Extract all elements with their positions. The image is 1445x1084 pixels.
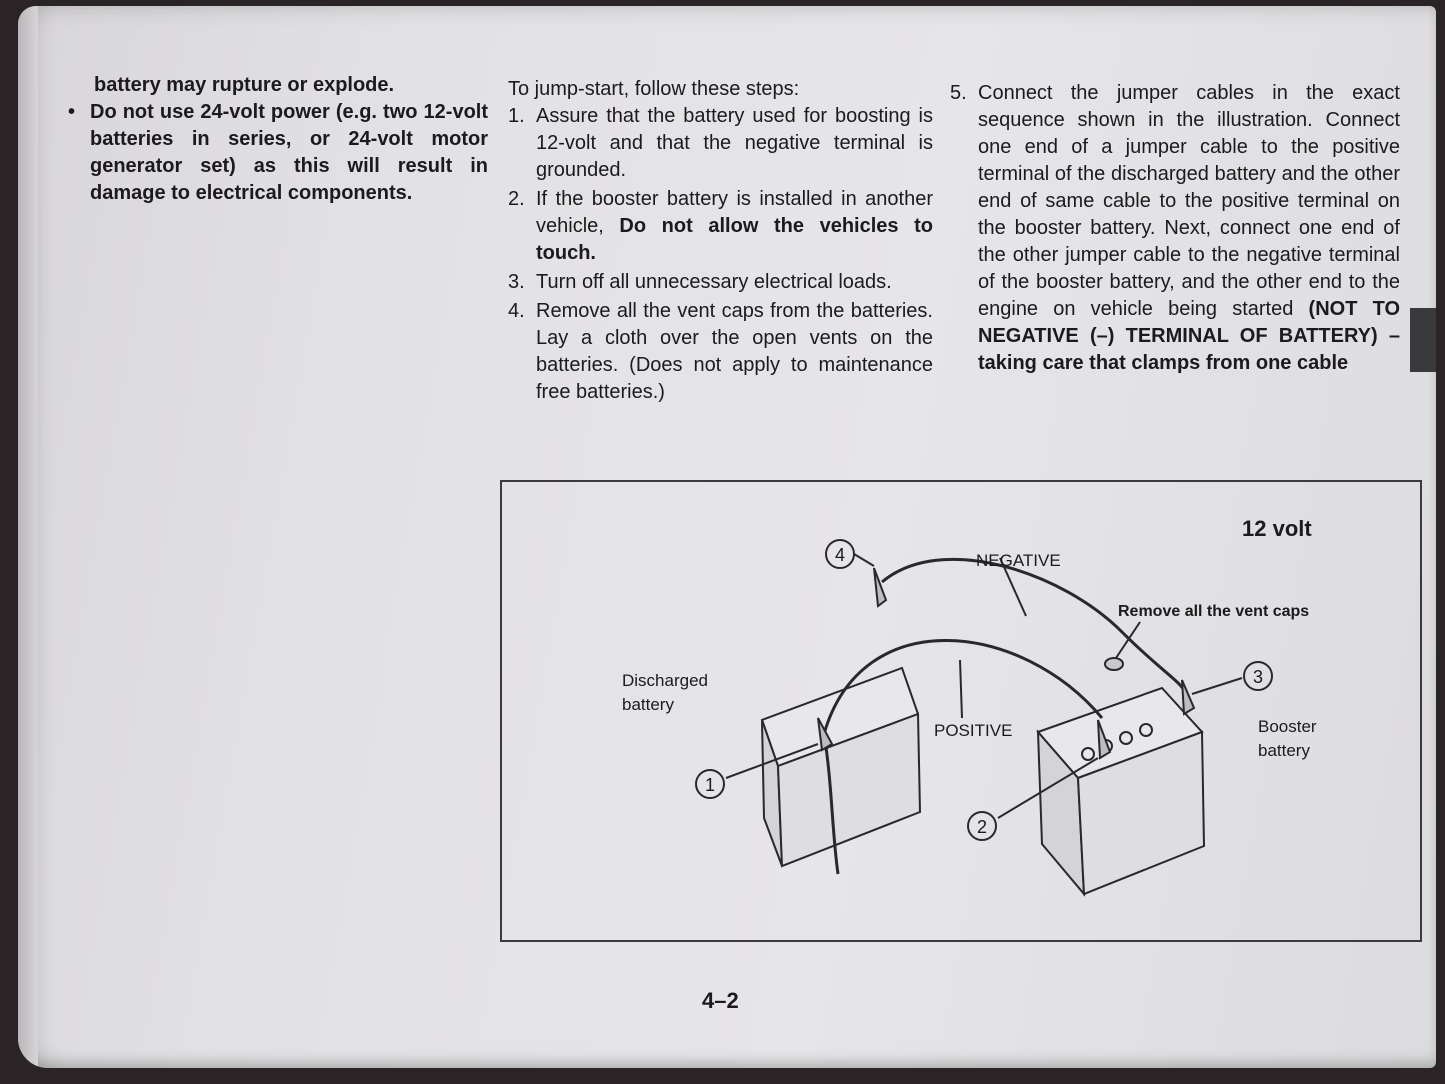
callout-3-leader [1192, 678, 1242, 694]
negative-label: NEGATIVE [976, 551, 1061, 570]
step-number: 3. [508, 271, 525, 293]
middle-column [508, 76, 933, 408]
step-1 [508, 103, 933, 184]
removed-vent-cap [1105, 658, 1123, 670]
step-number: 2. [508, 188, 525, 210]
steps-intro: To jump-start, follow these steps: [508, 78, 800, 100]
step-text [978, 80, 1400, 377]
discharged-label-2: battery [622, 695, 674, 714]
step-text: Turn off all unnecessary electrical loads. [536, 271, 892, 293]
step-2-warning: Do not allow the vehicles to touch. [536, 215, 933, 264]
positive-label: POSITIVE [934, 721, 1013, 740]
negative-cable [882, 559, 1186, 694]
step-text: Remove all the vent caps from the batteries. Lay a cloth over the open vents on the batteries. (Does not apply to maintenance free batteries.) [536, 300, 933, 403]
step-2 [508, 186, 933, 267]
bullet-text: Do not use 24-volt power (e.g. two 12-volt batteries in series, or 24-volt motor generator set) as this will result in damage to electrical components. [90, 101, 488, 204]
step-text [536, 186, 933, 267]
step-text: Assure that the battery used for boosting is 12-volt and that the negative terminal is grounded. [536, 105, 933, 181]
step-5-warning: (NOT TO NEGATIVE (–) TERMINAL OF BATTERY) – taking care that clamps from one cable [978, 298, 1400, 374]
clamp-3 [1182, 680, 1194, 714]
left-column [68, 72, 488, 207]
vent-caps-label: Remove all the vent caps [1118, 603, 1310, 620]
callout-4-leader [854, 554, 874, 566]
voltage-label: 12 volt [1242, 516, 1312, 541]
bullet-icon: • [68, 101, 76, 123]
step-number: 1. [508, 105, 525, 127]
step-number: 5. [950, 82, 967, 104]
step-4 [508, 298, 933, 406]
manual-page [18, 6, 1436, 1068]
right-column [950, 80, 1400, 379]
vent-caps-leader [1116, 622, 1140, 658]
bullet-item [68, 99, 488, 207]
positive-leader [960, 660, 962, 718]
callout-1-number: 1 [705, 775, 716, 795]
clamp-4 [874, 568, 886, 606]
step-5 [950, 80, 1400, 377]
section-tab-marker [1410, 308, 1436, 372]
diagram-svg [502, 482, 1424, 944]
step-2-text: If the booster battery is installed in another vehicle, [536, 188, 933, 237]
callout-3-number: 3 [1253, 667, 1264, 687]
page-number: 4–2 [702, 988, 739, 1013]
discharged-label-1: Discharged [622, 671, 708, 690]
booster-label-2: battery [1258, 741, 1310, 760]
step-3 [508, 269, 933, 296]
booster-label-1: Booster [1258, 717, 1317, 736]
step-5-text: Connect the jumper cables in the exact sequence shown in the illustration. Connect one end of a jumper cable to the positive terminal of the discharged battery and the other end of same cable to the positive terminal on the booster battery. Next, connect one end of the other jumper cable to the negative terminal of the booster battery, and the other end to the engine on vehicle being started [978, 82, 1400, 320]
callout-2-number: 2 [977, 817, 988, 837]
jump-start-diagram [500, 480, 1422, 942]
continued-text: battery may rupture or explode. [94, 74, 395, 96]
callout-4-number: 4 [835, 545, 846, 565]
book-spine [18, 6, 38, 1068]
step-number: 4. [508, 300, 525, 322]
